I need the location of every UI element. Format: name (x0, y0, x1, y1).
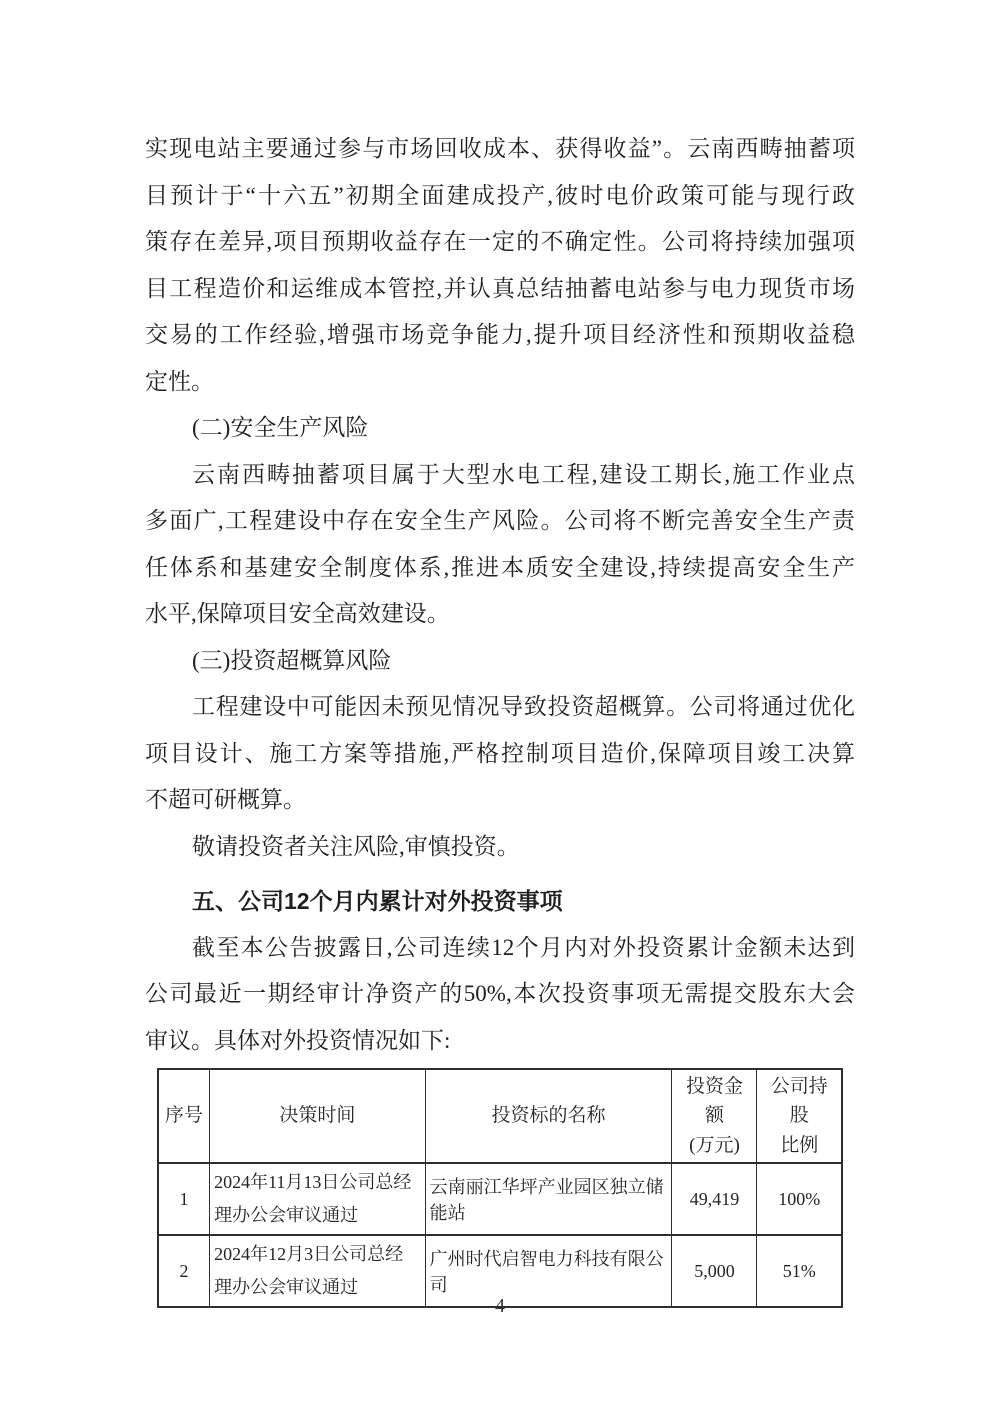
cell-row-no: 1 (158, 1163, 210, 1235)
cell-amount: 49,419 (672, 1163, 757, 1235)
cell-decision-time: 2024年12月3日公司总经理办公会审议通过 (210, 1235, 426, 1307)
cell-ratio: 51% (757, 1235, 842, 1307)
column-header-amount-line2: (万元) (689, 1134, 740, 1156)
column-header-amount (672, 1069, 757, 1163)
body-line: 任体系和基建安全制度体系,推进本质安全建设,持续提高安全生产 (145, 554, 855, 580)
cell-ratio: 100% (757, 1163, 842, 1235)
body-line: 水平,保障项目安全高效建设。 (145, 601, 450, 626)
body-line: 定性。 (145, 368, 214, 394)
body-line: 截至本公告披露日,公司连续12个月内对外投资累计金额未达到 (192, 934, 855, 960)
body-line: 云南西畴抽蓄项目属于大型水电工程,建设工期长,施工作业点 (192, 461, 855, 487)
body-line: 公司最近一期经审计净资产的50%,本次投资事项无需提交股东大会 (145, 981, 855, 1006)
body-line: 策存在差异,项目预期收益存在一定的不确定性。公司将持续加强项 (145, 229, 855, 254)
column-header-decision-time: 决策时间 (210, 1069, 426, 1163)
cell-amount: 5,000 (672, 1235, 757, 1307)
body-line: 多面广,工程建设中存在安全生产风险。公司将不断完善安全生产责 (145, 508, 855, 533)
document-body (145, 126, 855, 1308)
section-heading-safety-risk: (二)安全生产风险 (192, 415, 369, 440)
cell-decision-time: 2024年11月13日公司总经理办公会审议通过 (210, 1163, 426, 1235)
body-line: 项目设计、施工方案等措施,严格控制项目造价,保障项目竣工决算 (145, 740, 855, 766)
cell-row-no: 2 (158, 1235, 210, 1307)
paragraph-policy-risk (145, 126, 855, 405)
body-line: 目预计于“十六五”初期全面建成投产,彼时电价政策可能与现行政 (145, 182, 855, 208)
cell-target-name: 云南丽江华坪产业园区独立储能站 (425, 1163, 672, 1235)
column-header-ratio-line2: 比例 (780, 1134, 819, 1156)
investment-table (157, 1068, 843, 1308)
column-header-ratio-line1: 公司持股 (770, 1076, 828, 1127)
body-line: 工程建设中可能因未预见情况导致投资超概算。公司将通过优化 (192, 694, 855, 719)
paragraph-budget-risk (145, 684, 855, 824)
column-header-amount-line1: 投资金额 (685, 1076, 743, 1127)
section-heading-budget-risk: (三)投资超概算风险 (192, 647, 392, 673)
body-line: 交易的工作经验,增强市场竞争能力,提升项目经济性和预期收益稳 (145, 322, 855, 347)
paragraph-investor-notice: 敬请投资者关注风险,审慎投资。 (192, 833, 520, 859)
column-header-target-name: 投资标的名称 (425, 1069, 672, 1163)
cell-target-name: 广州时代启智电力科技有限公司 (425, 1235, 672, 1307)
paragraph-safety-risk (145, 452, 855, 638)
paragraph-cumulative-investment (145, 925, 855, 1065)
body-line: 审议。具体对外投资情况如下: (145, 1027, 451, 1053)
column-header-ratio (757, 1069, 842, 1163)
table-row (158, 1163, 842, 1235)
body-line: 不超可研概算。 (145, 787, 306, 812)
body-line: 目工程造价和运维成本管控,并认真总结抽蓄电站参与电力现货市场 (145, 275, 855, 301)
page-number: 4 (495, 1295, 505, 1317)
body-line: 实现电站主要通过参与市场回收成本、获得收益”。云南西畴抽蓄项 (145, 136, 855, 161)
table-header-row (158, 1069, 842, 1163)
column-header-no: 序号 (158, 1069, 210, 1163)
section-heading-cumulative-investment: 五、公司12个月内累计对外投资事项 (192, 888, 563, 914)
